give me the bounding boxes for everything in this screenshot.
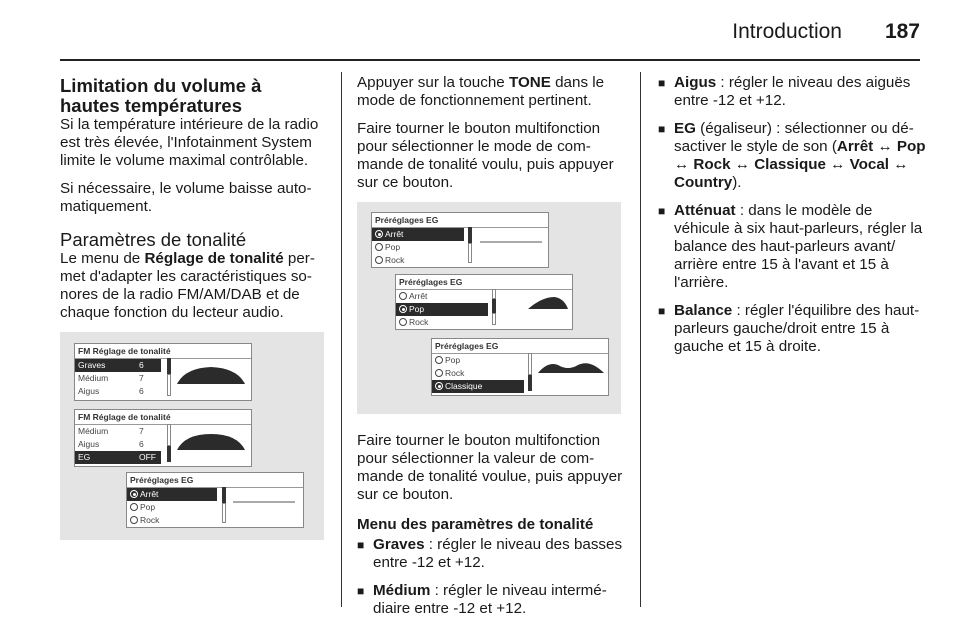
row-medium: Médium 7 bbox=[78, 373, 144, 383]
scroll-bar bbox=[528, 375, 532, 391]
screen-fm-tone-1 bbox=[74, 343, 252, 401]
paragraph-tone-key: Appuyer sur la touche TONE dans le mode de fonctionnement pertinent. bbox=[357, 74, 605, 109]
radio-icon bbox=[375, 256, 383, 264]
radio-icon bbox=[375, 243, 383, 251]
radio-selected-icon bbox=[375, 230, 383, 238]
radio-icon bbox=[130, 503, 138, 511]
radio-icon bbox=[399, 292, 407, 300]
screen-eg-presets-2 bbox=[395, 274, 573, 330]
paragraph-tone-menu: Le menu de Réglage de tonalité permet d'adapter les caractéristiques sonores de la radio FM/AM/DAB et de chaque fonction du lecteur audio. bbox=[60, 250, 315, 321]
scroll-track bbox=[492, 289, 496, 299]
tone-curve bbox=[175, 362, 247, 390]
radio-icon bbox=[435, 369, 443, 377]
radio-selected-icon bbox=[435, 382, 443, 390]
row-aigus: Aigus 6 bbox=[78, 439, 144, 449]
page-header bbox=[60, 0, 920, 60]
row-graves: Graves 6 bbox=[75, 359, 161, 372]
list-item-medium: ■ Médium : régler le niveau intermédiaire entre -12 et +12. bbox=[357, 582, 625, 618]
scroll-bar bbox=[222, 487, 226, 503]
column-divider-2 bbox=[640, 72, 641, 607]
scroll-bar bbox=[468, 227, 472, 243]
row-pop: Pop bbox=[127, 501, 217, 514]
row-eg: EG OFF bbox=[75, 451, 161, 464]
row-arret: Arrêt bbox=[396, 290, 488, 303]
row-arret: Arrêt bbox=[372, 228, 464, 241]
row-pop: Pop bbox=[396, 303, 488, 316]
row-arret: Arrêt bbox=[127, 488, 217, 501]
tone-curve bbox=[536, 357, 606, 379]
paragraph-select-mode: Faire tourner le bouton multifonction pour sélectionner le mode de commande de tonalité voulu, puis appuyer sur ce bouton. bbox=[357, 120, 614, 191]
screen-fm-tone-2 bbox=[74, 409, 252, 467]
row-medium: Médium 7 bbox=[78, 426, 144, 436]
screen-eg-presets bbox=[126, 472, 304, 528]
list-item-eg: ■ EG (égaliseur) : sélectionner ou désactiver le style de son (Arrêt ↔ Pop ↔ Rock ↔ Classique ↔ Vocal ↔ Country). bbox=[658, 120, 926, 192]
paragraph-temperature: Si la température intérieure de la radio est très élevée, l'Infotainment System limite le volume maximal contrôlable. bbox=[60, 116, 319, 169]
tone-settings-list-continued bbox=[658, 74, 926, 356]
column-1 bbox=[60, 74, 326, 540]
scroll-track bbox=[528, 353, 532, 375]
screen-title: Préréglages EG bbox=[372, 213, 548, 228]
list-item-aigus: ■ Aigus : régler le niveau des aiguës entre -12 et +12. bbox=[658, 74, 926, 110]
section-title: Introduction bbox=[732, 20, 842, 43]
radio-icon bbox=[130, 516, 138, 524]
tone-settings-illustration bbox=[60, 332, 324, 540]
screen-title: Préréglages EG bbox=[432, 339, 608, 354]
radio-icon bbox=[435, 356, 443, 364]
row-rock: Rock bbox=[127, 514, 217, 527]
scroll-track bbox=[167, 374, 171, 396]
tone-settings-list bbox=[357, 536, 625, 618]
tone-curve bbox=[231, 497, 297, 507]
menu-title: Menu des paramètres de tonalité bbox=[357, 516, 594, 533]
column-2 bbox=[357, 74, 625, 628]
scroll-track bbox=[222, 503, 226, 523]
row-rock: Rock bbox=[372, 254, 464, 267]
screen-eg-presets-3 bbox=[431, 338, 609, 396]
row-classique: Classique bbox=[432, 380, 524, 393]
column-divider-1 bbox=[341, 72, 342, 607]
scroll-bar bbox=[492, 299, 496, 313]
heading-volume-limit: Limitation du volume à hautes températures bbox=[60, 75, 262, 116]
screen-title: Préréglages EG bbox=[396, 275, 572, 290]
row-pop: Pop bbox=[432, 354, 524, 367]
row-rock: Rock bbox=[432, 367, 524, 380]
tone-curve bbox=[175, 428, 247, 456]
eq-presets-illustration bbox=[357, 202, 621, 414]
radio-icon bbox=[399, 318, 407, 326]
list-item-attenuat: ■ Atténuat : dans le modèle de véhicule à six haut-parleurs, régler la balance des haut-parleurs avant/ arrière entre 15 à l'avant et 15 à l'arrière. bbox=[658, 202, 926, 292]
tone-curve bbox=[478, 237, 544, 247]
radio-selected-icon bbox=[130, 490, 138, 498]
tone-curve bbox=[502, 293, 570, 313]
heading-tone-settings: Paramètres de tonalité bbox=[60, 229, 247, 250]
column-3 bbox=[658, 74, 926, 366]
screen-title: FM Réglage de tonalité bbox=[75, 344, 251, 359]
scroll-track bbox=[468, 243, 472, 263]
row-rock: Rock bbox=[396, 316, 488, 329]
page-number: 187 bbox=[884, 20, 920, 43]
row-pop: Pop bbox=[372, 241, 464, 254]
scroll-track bbox=[167, 424, 171, 446]
screen-title: FM Réglage de tonalité bbox=[75, 410, 251, 425]
scroll-bar bbox=[167, 358, 171, 374]
paragraph-select-value: Faire tourner le bouton multifonction pour sélectionner la valeur de commande de tonalité voulue, puis appuyer sur ce bouton. bbox=[357, 432, 623, 503]
header-rule bbox=[60, 59, 920, 61]
list-item-balance: ■ Balance : régler l'équilibre des haut-parleurs gauche/droit entre 15 à gauche et 15 à droite. bbox=[658, 302, 926, 356]
scroll-bar bbox=[167, 446, 171, 462]
screen-title: Préréglages EG bbox=[127, 473, 303, 488]
paragraph-auto-lower: Si nécessaire, le volume baisse automatiquement. bbox=[60, 180, 312, 215]
screen-eg-presets-1 bbox=[371, 212, 549, 268]
radio-selected-icon bbox=[399, 305, 407, 313]
scroll-track bbox=[492, 313, 496, 325]
list-item-graves: ■ Graves : régler le niveau des basses entre -12 et +12. bbox=[357, 536, 625, 572]
row-aigus: Aigus 6 bbox=[78, 386, 144, 396]
